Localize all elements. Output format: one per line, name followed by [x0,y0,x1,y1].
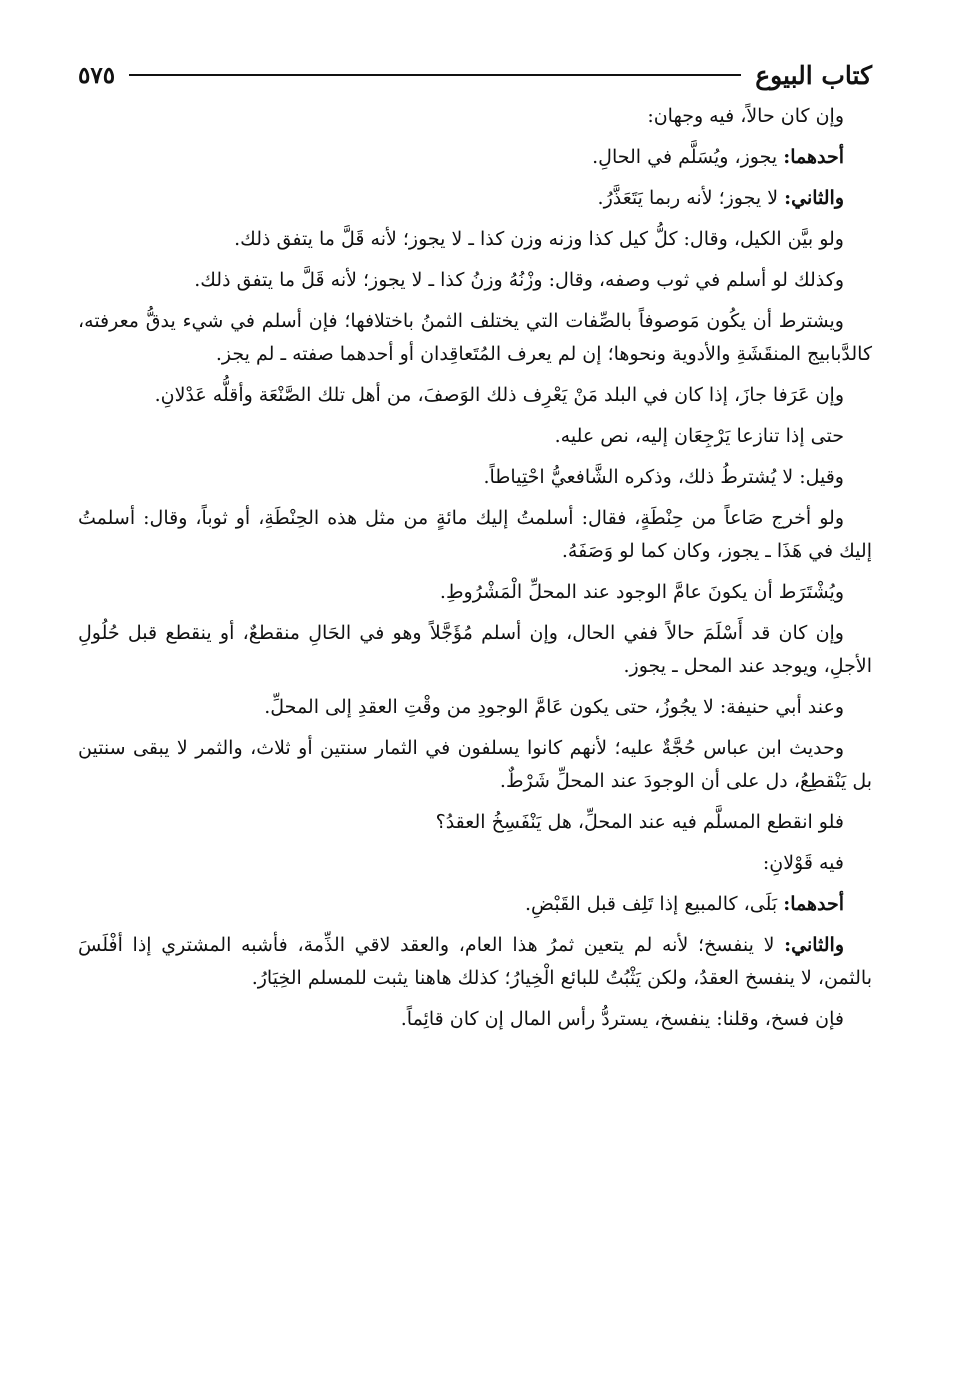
paragraph-lead: والثاني: [784,187,844,209]
paragraph [78,141,872,174]
paragraph-text: وكذلك لو أسلم في ثوب وصفه، وقال: وزْنُهُ وزنُ كذا ـ لا يجوز؛ لأنه قَلَّ ما يتفق ذلك. [194,269,844,291]
paragraph [78,264,872,297]
header-rule [129,74,741,76]
paragraph-text: وعند أبي حنيفة: لا يجُوزُ، حتى يكون عَامَّ الوجودِ من وقْتِ العقدِ إلى المحلِّ. [264,696,844,718]
paragraph [78,806,872,839]
paragraph-text: ولو أخرج صَاعاً من حِنْطَةٍ، فقال: أسلمتُ إليك مائةٍ من مثل هذه الحِنْطَةِ، أو ثوباً، وقال: أسلمتُ إليك في هَذَا ـ يجوز، وكان كما لو وَصَفَهُ. [78,507,872,562]
paragraph-text: وإن كان حالاً، فيه وجهان: [647,105,844,127]
paragraph-text: لا يجوز؛ لأنه ربما يَتَعَذَّرُ. [597,187,785,209]
paragraph-text: فيه قَوْلانِ: [762,852,844,874]
paragraph [78,461,872,494]
page-number: ٥٧٥ [78,61,116,89]
paragraph-text: حتى إذا تنازعا يَرْجِعَان إليه، نص عليه. [554,425,844,447]
paragraph-text: يجوز، ويُسَلَّم في الحالِ. [592,146,784,168]
paragraph [78,502,872,568]
paragraph [78,379,872,412]
paragraph [78,888,872,921]
paragraph [78,305,872,371]
paragraph [78,420,872,453]
paragraph [78,617,872,683]
paragraph [78,929,872,995]
paragraph-text: وإن عَرَفا جازَ، إذا كان في البلد مَنْ يَعْرِف ذلك الوَصفَ، من أهل تلك الصَّنْعَة وأقلُّه عَدْلانِ. [154,384,844,406]
paragraph [78,576,872,609]
paragraph-lead: والثاني: [784,934,844,956]
paragraph [78,691,872,724]
paragraph-text: وإن كان قد أَسْلَمَ حالاً ففي الحال، وإن أسلم مُؤَجَّلاً وهو في الحَالِ منقطعٌ، أو ينقطع قبل حُلُولِ الأجلِ، ويوجد عند المحل ـ يجوز. [78,622,872,677]
paragraph-text: فلو انقطع المسلَّم فيه عند المحلِّ، هل يَنْفَسِخُ العقدُ؟ [435,811,844,833]
paragraph-lead: أحدهما: [783,146,844,168]
paragraph [78,1003,872,1036]
paragraph-text: ويُشْتَرَط أن يكونَ عامَّ الوجود عند المحلِّ الْمَشْرُوطِ. [439,581,844,603]
paragraph-text: فإن فسخ، وقلنا: ينفسخ، يستردُّ رأس المال إن كان قائِماً. [400,1008,844,1030]
paragraph-text: ويشترط أن يكُون مَوصوفاً بالصِّفات التي يختلف الثمنُ باختلافها؛ فإن أسلم في شيء يدقُّ معرفته، كالدَّبابيج المنقَشَةِ والأدوية ونحوها؛ إن لم يعرف المُتَعاقِدان أو أحدهما صفته ـ لم يجز. [78,310,872,365]
paragraph [78,732,872,798]
paragraph [78,182,872,215]
running-header [78,55,872,95]
paragraph-text: بَلَى، كالمبيع إذا تَلِف قبل القَبْضِ. [525,893,784,915]
paragraph-text: وقيل: لا يُشترطُ ذلك، وذكره الشَّافعيُّ احْتِياطاً. [483,466,844,488]
paragraph [78,223,872,256]
chapter-title: كتاب البيوع [755,60,872,90]
paragraph [78,847,872,880]
paragraph-text: لا ينفسخ؛ لأنه لم يتعين ثمرُ هذا العام، والعقد لاقي الذِّمة، فأشبه المشتري إذا أفْلَسَ بالثمن، لا ينفسخ العقدُ، ولكن يَثْبُتُ للبائع الْخِيارُ؛ كذلك هاهنا يثبت للمسلم الخِيَارُ. [78,934,872,989]
paragraph-text: ولو بيَّن الكيل، وقال: كلُّ كيل كذا وزنه وزن كذا ـ لا يجوز؛ لأنه قَلَّ ما يتفق ذلك. [234,228,844,250]
text-body [78,100,872,1044]
paragraph [78,100,872,133]
paragraph-text: وحديث ابن عباس حُجَّةٌ عليه؛ لأنهم كانوا يسلفون في الثمار سنتين أو ثلاث، والثمر لا يبقى سنتين بل يَنْقطِعُ، دل على أن الوجودَ عند المحلِّ شَرْطٌ. [78,737,872,792]
paragraph-lead: أحدهما: [783,893,844,915]
